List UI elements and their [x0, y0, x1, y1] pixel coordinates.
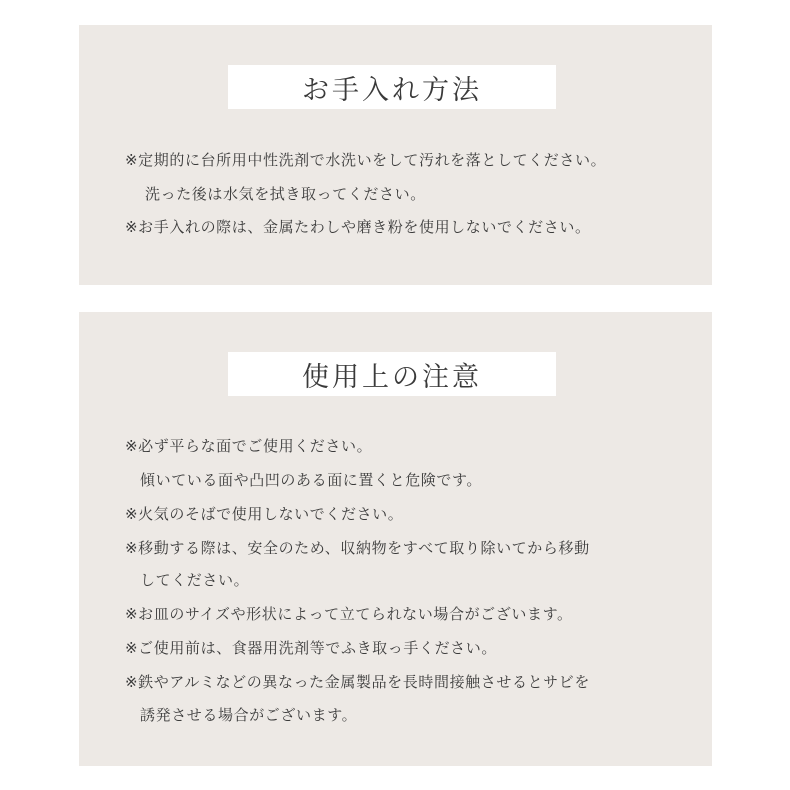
caution-line-5: してください。	[140, 571, 250, 589]
care-line-2: 洗った後は水気を拭き取ってください。	[145, 185, 426, 203]
care-title: お手入れ方法	[302, 74, 482, 106]
caution-line-1: ※必ず平らな面でご使用ください。	[125, 437, 373, 455]
caution-line-9: 誘発させる場合がございます。	[140, 706, 358, 724]
caution-line-7: ※ご使用前は、食器用洗剤等でふき取っ手ください。	[125, 639, 497, 657]
caution-title-box	[228, 352, 556, 396]
caution-line-6: ※お皿のサイズや形状によって立てられない場合がございます。	[125, 605, 573, 623]
caution-title: 使用上の注意	[302, 361, 482, 393]
caution-line-2: 傾いている面や凸凹のある面に置くと危険です。	[140, 471, 483, 489]
care-title-box	[228, 65, 556, 109]
caution-line-3: ※火気のそばで使用しないでください。	[125, 505, 404, 523]
usage-caution-panel	[79, 312, 712, 766]
caution-line-4: ※移動する際は、安全のため、収納物をすべて取り除いてから移動	[125, 539, 590, 557]
care-line-1: ※定期的に台所用中性洗剤で水洗いをして汚れを落としてください。	[125, 151, 607, 169]
care-line-3: ※お手入れの際は、金属たわしや磨き粉を使用しないでください。	[125, 218, 591, 236]
caution-line-8: ※鉄やアルミなどの異なった金属製品を長時間接触させるとサビを	[125, 673, 590, 691]
care-instructions-panel	[79, 25, 712, 285]
